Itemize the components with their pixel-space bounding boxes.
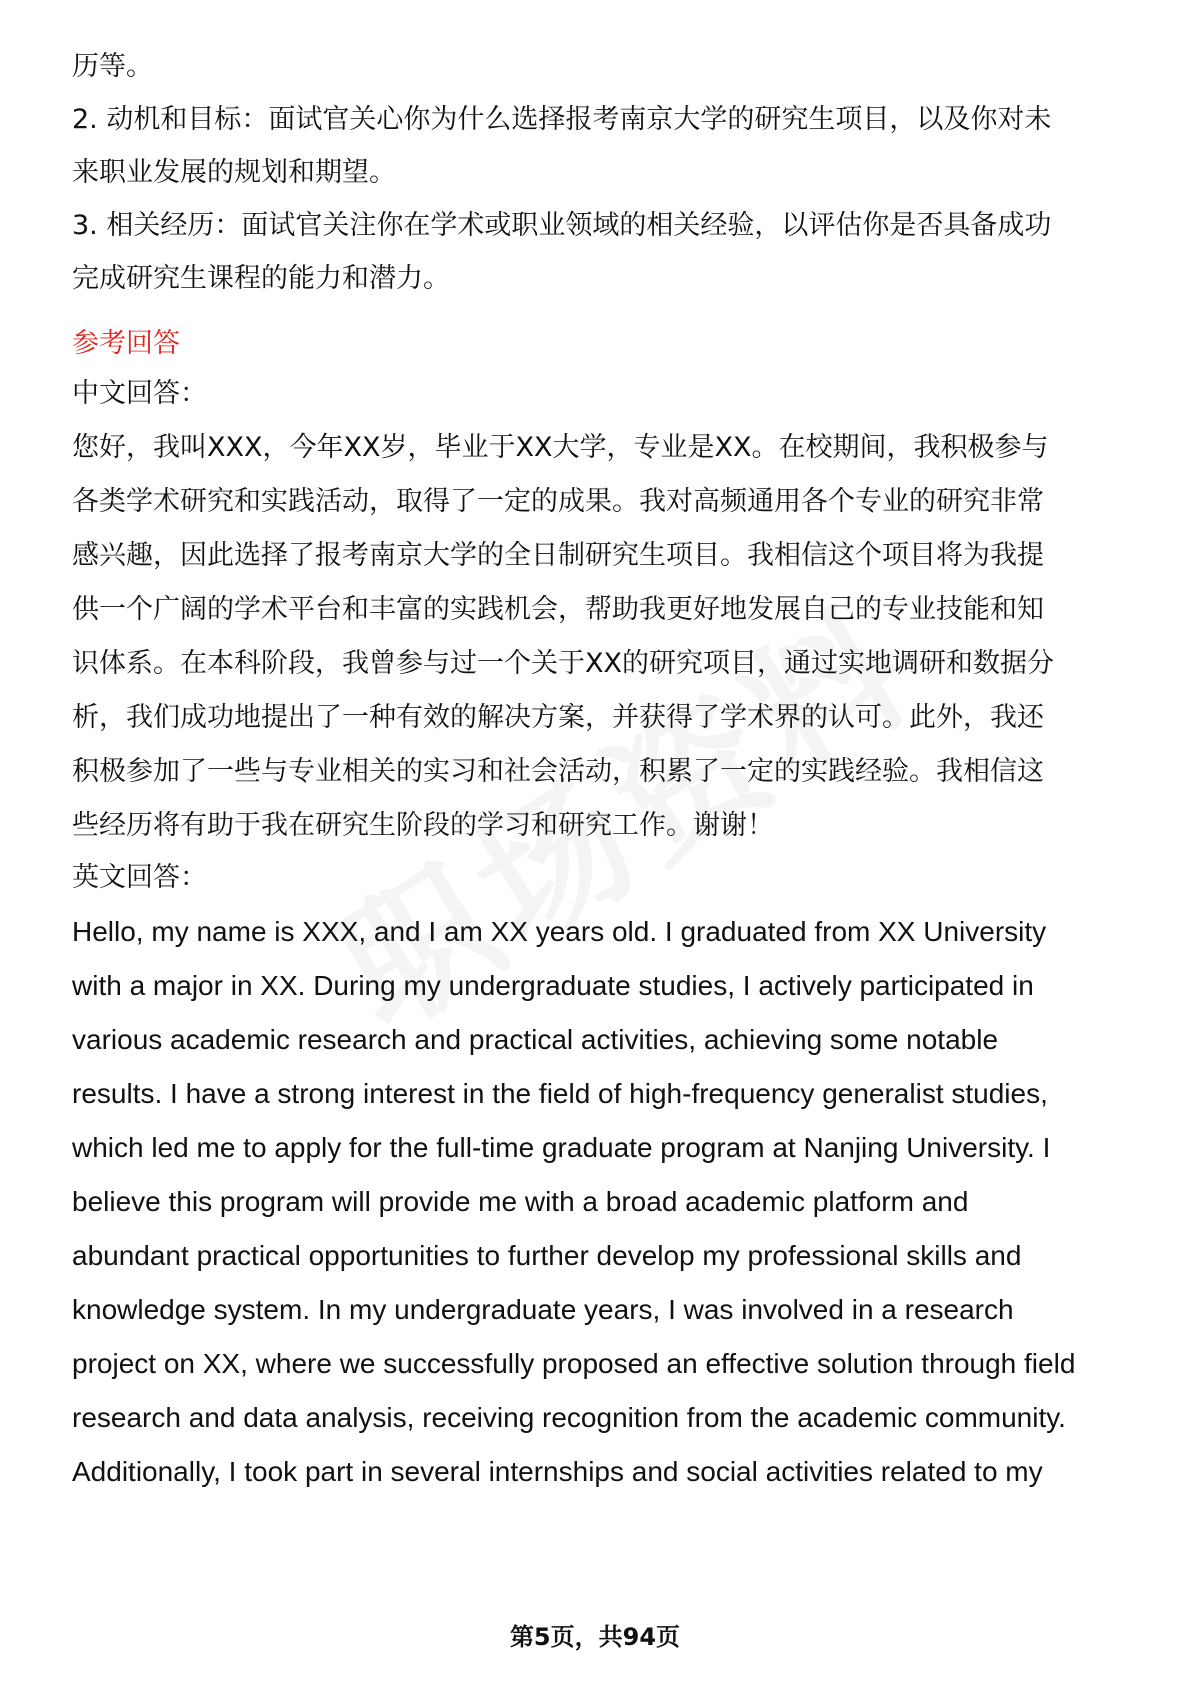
text-line: 您好，我叫XXX，今年XX岁，毕业于XX大学，专业是XX。在校期间，我积极参与 [72,432,1049,463]
text-line: with a major in XX. During my undergraduate studies, I actively participated in [72,970,1034,1001]
text-line: knowledge system. In my undergraduate years, I was involved in a research [72,1294,1014,1325]
text-line: 3. 相关经历：面试官关注你在学术或职业领域的相关经验，以评估你是否具备成功 [72,210,1052,241]
text-line: which led me to apply for the full-time graduate program at Nanjing University. I [72,1132,1051,1163]
text-line: 些经历将有助于我在研究生阶段的学习和研究工作。谢谢！ [72,810,774,841]
text-line: Additionally, I took part in several internships and social activities related to my [72,1456,1043,1487]
subheading-english-answer: 英文回答： [72,862,207,893]
text-line: 历等。 [72,51,153,82]
text-line: 积极参加了一些与专业相关的实习和社会活动，积累了一定的实践经验。我相信这 [72,756,1044,787]
text-line: various academic research and practical activities, achieving some notable [72,1024,999,1055]
text-line: project on XX, where we successfully proposed an effective solution through field [72,1348,1076,1379]
text-line: 感兴趣，因此选择了报考南京大学的全日制研究生项目。我相信这个项目将为我提 [72,540,1044,571]
text-line: 各类学术研究和实践活动，取得了一定的成果。我对高频通用各个专业的研究非常 [72,486,1044,517]
text-line: 2. 动机和目标：面试官关心你为什么选择报考南京大学的研究生项目，以及你对未 [72,104,1052,135]
text-line: research and data analysis, receiving recognition from the academic community. [72,1402,1066,1433]
section-heading: 参考回答 [72,328,180,359]
text-line: Hello, my name is XXX, and I am XX years old. I graduated from XX University [72,916,1047,947]
text-line: 识体系。在本科阶段，我曾参与过一个关于XX的研究项目，通过实地调研和数据分 [72,648,1054,679]
text-line: 供一个广阔的学术平台和丰富的实践机会，帮助我更好地发展自己的专业技能和知 [72,594,1044,625]
text-line: abundant practical opportunities to further develop my professional skills and [72,1240,1022,1271]
text-line: 来职业发展的规划和期望。 [72,157,396,188]
text-line: results. I have a strong interest in the field of high-frequency generalist studies, [72,1078,1048,1109]
text-line: believe this program will provide me with a broad academic platform and [72,1186,969,1217]
subheading-chinese-answer: 中文回答： [72,378,207,409]
text-line: 完成研究生课程的能力和潜力。 [72,263,450,294]
text-line: 析，我们成功地提出了一种有效的解决方案，并获得了学术界的认可。此外，我还 [72,702,1044,733]
page-number-footer: 第5页，共94页 [509,1623,681,1651]
